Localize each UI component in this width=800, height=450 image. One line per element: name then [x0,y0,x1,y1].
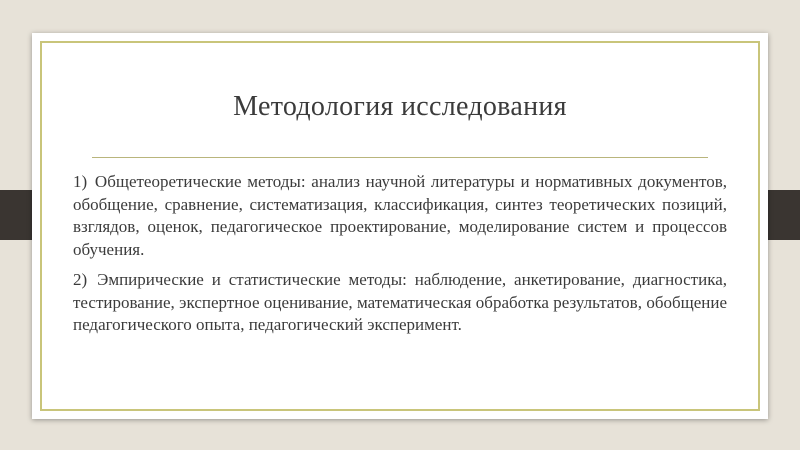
title-divider [92,157,708,158]
list-item-text: Эмпирические и статистические методы: наблюдение, анкетирование, диагностика, тестирование, экспертное оценивание, математическая обработка результатов, обобщение педагогического опыта, педагогический эксперимент. [73,270,727,334]
list-item-number: 1) [73,172,88,191]
list-item-number: 2) [73,270,88,289]
slide-body [73,171,727,345]
list-item-text: Общетеоретические методы: анализ научной литературы и нормативных документов, обобщение, сравнение, систематизация, классификация, синтез теоретических позиций, взглядов, оценок, педагогическое проектирование, моделирование систем и процессов обучения. [73,172,728,259]
slide-title: Методология исследования [233,91,567,122]
list-item-2 [73,269,727,337]
slide [32,33,768,419]
list-item-1 [73,171,727,261]
